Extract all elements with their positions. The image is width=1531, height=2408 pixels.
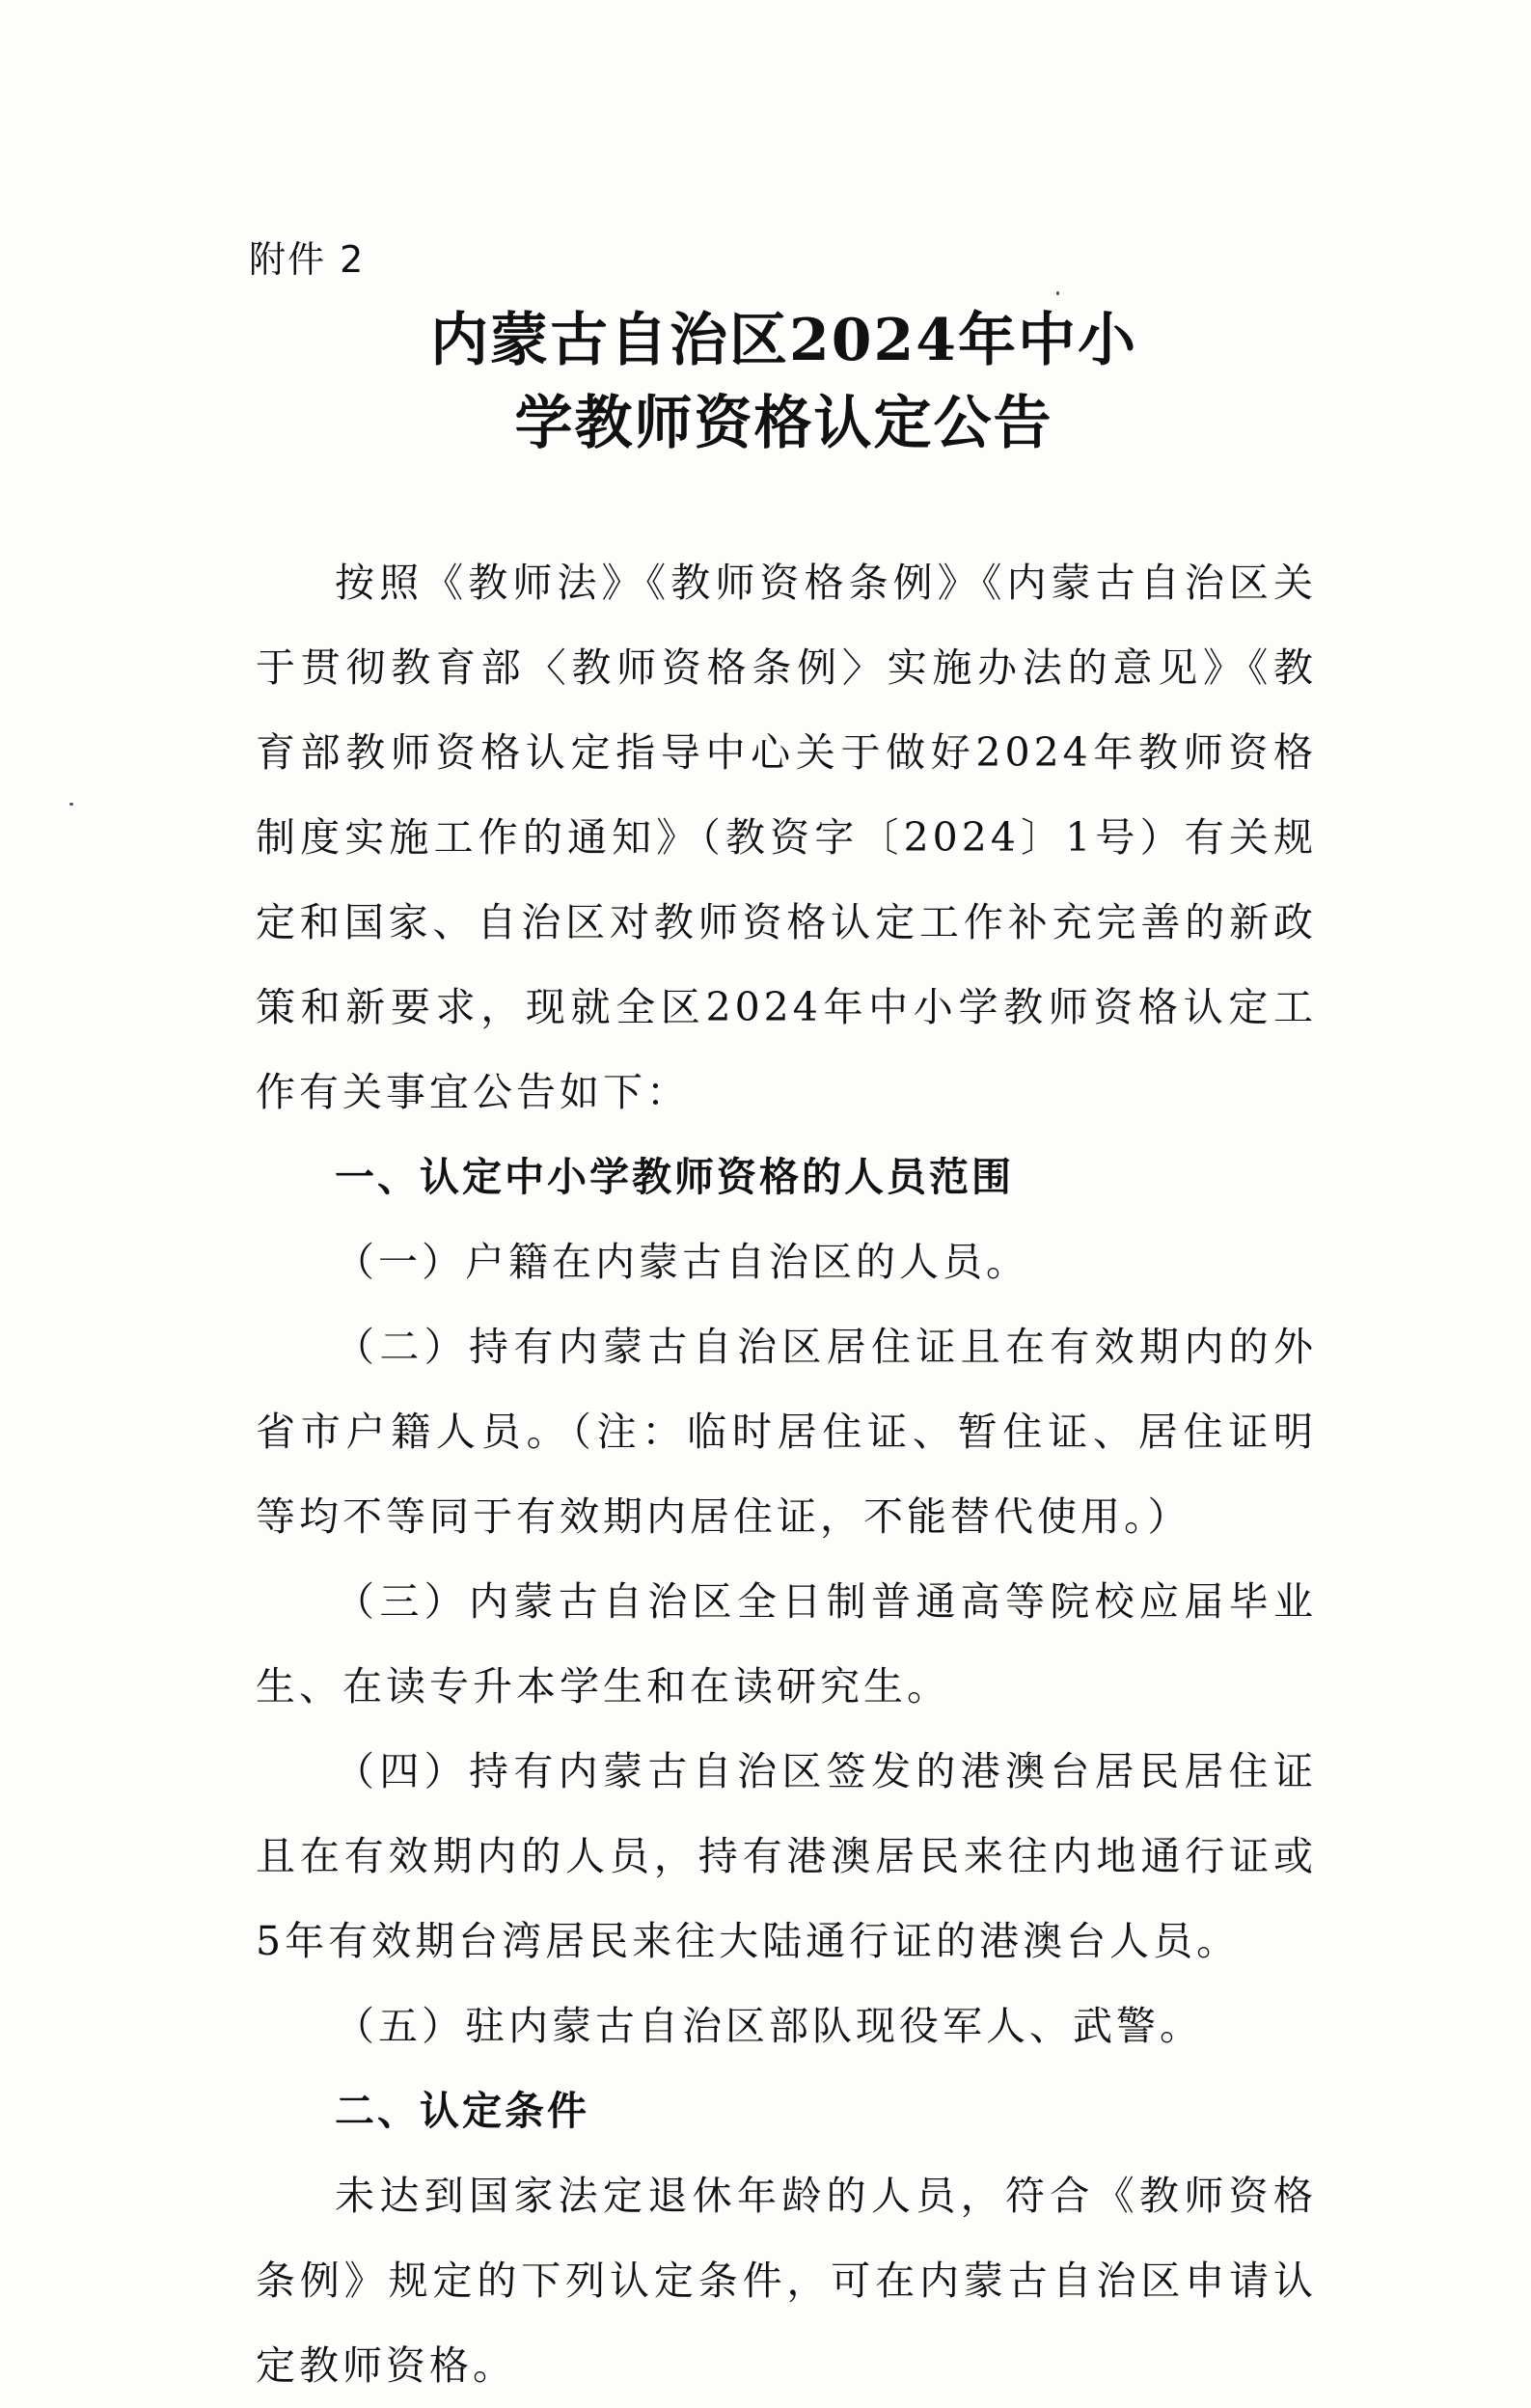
section-1-heading: 一、认定中小学教师资格的人员范围 — [335, 1154, 1014, 1200]
section-2-heading: 二、认定条件 — [335, 2088, 589, 2134]
intro-paragraph: 按照《教师法》《教师资格条例》《内蒙古自治区关于贯彻教育部〈教师资格条例〉实施办法的意见》《教育部教师资格认定指导中心关于做好2024年教师资格制度实施工作的通知》（教资字〔2024〕1号）有关规定和国家、自治区对教师资格认定工作补充完善的新政策和新要求，现就全区2024年中小学教师资格认定工作有关事宜公告如下： — [256, 560, 1317, 1115]
document-body — [256, 540, 1317, 2408]
scan-speck — [1056, 291, 1059, 295]
title-line-2: 学教师资格认定公告 — [514, 390, 1053, 457]
document-title — [249, 299, 1319, 465]
section-1-item: （二）持有内蒙古自治区居住证且在有效期内的外省市户籍人员。（注：临时居住证、暂住证、居住证明等均不等同于有效期内居住证，不能替代使用。） — [256, 1324, 1317, 1540]
title-line-1: 内蒙古自治区2024年中小 — [430, 307, 1137, 374]
scan-speck — [69, 803, 73, 806]
attachment-label: 附件 2 — [249, 238, 366, 281]
section-1-item: （三）内蒙古自治区全日制普通高等院校应届毕业生、在读专升本学生和在读研究生。 — [256, 1578, 1317, 1710]
section-1-item: （五）驻内蒙古自治区部队现役军人、武警。 — [335, 2003, 1203, 2049]
section-2-paragraph: 未达到国家法定退休年龄的人员，符合《教师资格条例》规定的下列认定条件，可在内蒙古自治区申请认定教师资格。 — [256, 2173, 1317, 2389]
section-1-item: （四）持有内蒙古自治区签发的港澳台居民居住证且在有效期内的人员，持有港澳居民来往内地通行证或5年有效期台湾居民来往大陆通行证的港澳台人员。 — [256, 1748, 1317, 1964]
section-1-item: （一）户籍在内蒙古自治区的人员。 — [335, 1239, 1029, 1285]
